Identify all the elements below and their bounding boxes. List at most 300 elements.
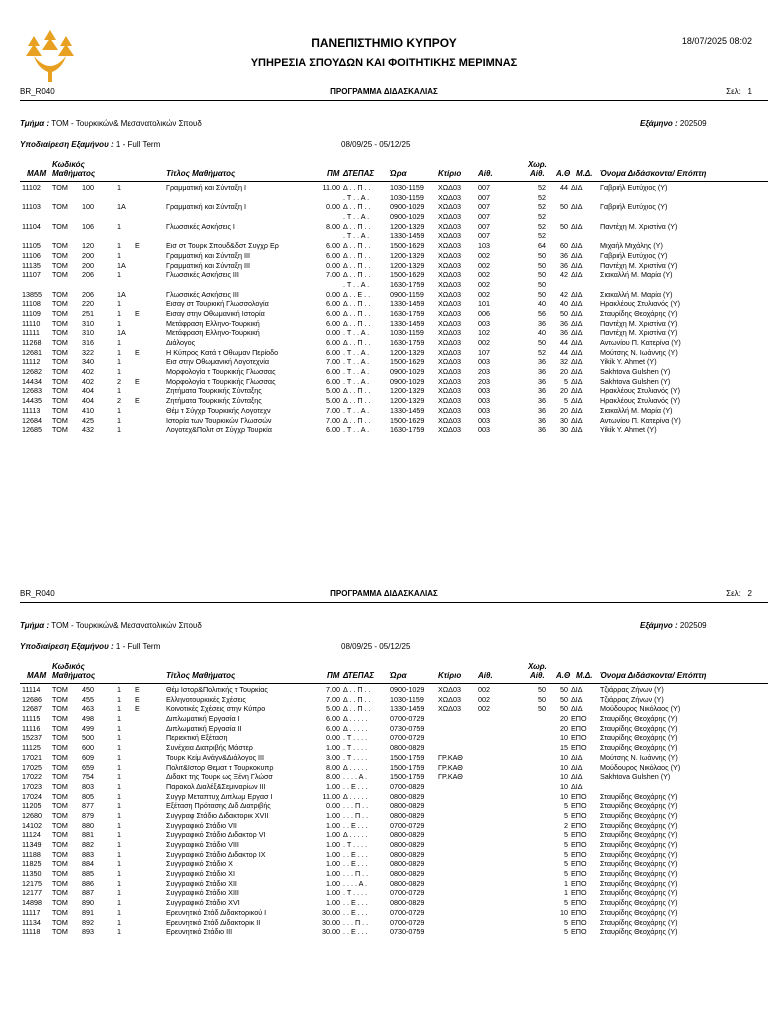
room-cell: 003 xyxy=(478,415,490,425)
ath-cell: 44 xyxy=(560,347,568,357)
table-row xyxy=(0,772,768,782)
instructor-cell: Σταυρίδης Θεοχάρης (Υ) xyxy=(600,849,678,859)
instructor-cell: Σταυρίδης Θεοχάρης (Υ) xyxy=(600,917,678,927)
section-cell: 1 xyxy=(117,849,121,859)
title-cell: Μετάφραση Ελληνο-Τουρκική xyxy=(166,328,260,338)
instructor-cell: Σταυρίδης Θεοχάρης (Υ) xyxy=(600,907,678,917)
days-cell: Δ . . . . . xyxy=(343,723,368,733)
building-cell: ΧΩΔ03 xyxy=(438,250,461,260)
table-row xyxy=(0,850,768,860)
title-cell: Εισαγ στ Τουρκική Γλωσσολογία xyxy=(166,299,269,309)
divider xyxy=(20,683,768,684)
time-cell: 0900-1029 xyxy=(390,367,425,377)
pm-cell: 6.00 xyxy=(326,338,340,347)
table-row xyxy=(0,425,768,435)
pm-cell: 0.00 xyxy=(326,260,340,270)
md-cell: ΕΠΟ xyxy=(571,810,587,820)
building-cell: ΧΩΔ03 xyxy=(438,308,461,318)
title-cell: Συγγρ Μεταπτυχ Διπλωμ Εργασ Ι xyxy=(166,791,273,801)
mam-cell: 12177 xyxy=(22,888,42,898)
md-cell: ΕΠΟ xyxy=(571,830,587,840)
pm-cell: 0.00 xyxy=(326,202,340,212)
instructor-cell: Σταυρίδης Θεοχάρης (Υ) xyxy=(600,927,678,937)
ath-cell: 10 xyxy=(560,752,568,762)
title-cell: Γλωσσικές Ασκήσεις ΙΙΙ xyxy=(166,270,239,280)
pm-cell: 1.00 xyxy=(326,781,340,791)
days-cell: . . . Π . . xyxy=(343,869,369,879)
table-row xyxy=(0,193,768,203)
section-cell: 1 xyxy=(117,801,121,811)
instructor-cell: Σταυρίδης Θεοχάρης (Υ) xyxy=(600,714,678,724)
table-row xyxy=(0,377,768,387)
dept-cell: ΤΟΜ xyxy=(52,791,68,801)
instructor-cell: Yikik Y. Ahmet (Υ) xyxy=(600,425,657,435)
section-cell: 1 xyxy=(117,927,121,937)
instructor-cell: Τζιάρρας Ζήνων (Υ) xyxy=(600,685,664,694)
table-row xyxy=(0,261,768,271)
instructor-cell: Sakhtova Gulshen (Υ) xyxy=(600,367,671,377)
time-cell: 0800-0829 xyxy=(390,840,425,849)
time-cell: 0800-0829 xyxy=(390,801,425,811)
mam-cell: 11106 xyxy=(22,250,41,260)
instructor-cell: Σταυρίδης Θεοχάρης (Υ) xyxy=(600,830,678,840)
course-no-cell: 877 xyxy=(82,801,94,811)
pm-cell: 6.00 xyxy=(326,376,340,386)
course-no-cell: 805 xyxy=(82,791,94,801)
title-cell: Μορφολογία τ Τουρκικής Γλωσσας xyxy=(166,367,276,377)
title-cell: Ζητήματα Τουρκικής Σύνταξης xyxy=(166,386,262,396)
building-cell: ΧΩΔ03 xyxy=(438,376,461,386)
pm-cell: 6.00 xyxy=(326,723,340,733)
md-cell: ΕΠΟ xyxy=(571,888,587,898)
md-cell: ΔΙΔ xyxy=(571,376,583,386)
dept-cell: ΤΟΜ xyxy=(52,840,68,849)
days-cell: Δ . . Π . . xyxy=(343,386,371,396)
mam-cell: 13855 xyxy=(22,289,42,299)
section-cell: 1 xyxy=(117,347,121,357)
report-code: BR_R040 xyxy=(20,589,55,598)
time-cell: 0700-0729 xyxy=(390,714,425,724)
section-cell: 1 xyxy=(117,183,121,192)
ath-cell: 5 xyxy=(564,840,568,849)
ath-cell: 30 xyxy=(560,425,568,435)
course-no-cell: 251 xyxy=(82,308,94,318)
course-no-cell: 425 xyxy=(82,415,94,425)
pm-cell: 5.00 xyxy=(326,386,340,396)
time-cell: 1630-1759 xyxy=(390,338,425,347)
time-cell: 1330-1459 xyxy=(390,299,425,309)
capacity-cell: 40 xyxy=(538,299,546,309)
table-row xyxy=(0,859,768,869)
time-cell: 1030-1159 xyxy=(390,328,424,338)
dept-cell: ΤΟΜ xyxy=(52,415,68,425)
table-row xyxy=(0,386,768,396)
building-cell: ΧΩΔ03 xyxy=(438,231,461,241)
table-row xyxy=(0,202,768,212)
building-cell: ΧΩΔ03 xyxy=(438,347,461,357)
ath-cell: 50 xyxy=(560,685,568,694)
pm-cell: 6.00 xyxy=(326,714,340,724)
instructor-cell: Γαβριήλ Ευτύχιος (Υ) xyxy=(600,183,668,192)
time-cell: 1500-1759 xyxy=(390,762,425,772)
table-row xyxy=(0,840,768,850)
days-cell: . . . Π . . xyxy=(343,801,369,811)
building-cell: ΧΩΔ03 xyxy=(438,202,461,212)
section-cell: 1 xyxy=(117,859,121,869)
mam-cell: 12684 xyxy=(22,415,42,425)
time-cell: 0800-0829 xyxy=(390,898,425,908)
days-cell: Δ . . Ε . . xyxy=(343,289,371,299)
instructor-cell: Σταυρίδης Θεοχάρης (Υ) xyxy=(600,743,678,753)
table-row xyxy=(0,183,768,193)
time-cell: 0900-1159 xyxy=(390,289,424,299)
course-no-cell: 892 xyxy=(82,917,94,927)
room-cell: 002 xyxy=(478,685,490,694)
ath-cell: 44 xyxy=(560,183,568,192)
md-cell: ΔΙΔ xyxy=(571,762,583,772)
title-cell: Γλωσσικές Ασκήσεις Ι xyxy=(166,221,235,231)
mam-cell: 11113 xyxy=(22,405,41,415)
building-cell: ΧΩΔ03 xyxy=(438,405,461,415)
title-cell: Γραμματική και Σύνταξη ΙΙΙ xyxy=(166,250,250,260)
pm-cell: 1.00 xyxy=(326,888,340,898)
title-cell: Συγγραφ Στάδιο Διδακτορικ XVII xyxy=(166,810,269,820)
instructor-cell: Ηρακλέους Στυλιανός (Υ) xyxy=(600,396,681,406)
dept-cell: ΤΟΜ xyxy=(52,927,68,937)
days-cell: Δ . . Π . . xyxy=(343,685,371,694)
pm-cell: 7.00 xyxy=(326,405,340,415)
section-cell: 1 xyxy=(117,685,121,694)
capacity-cell: 36 xyxy=(538,367,546,377)
capacity-cell: 50 xyxy=(538,270,546,280)
pm-cell: 1.00 xyxy=(326,810,340,820)
mam-cell: 11109 xyxy=(22,308,41,318)
pm-cell: 6.00 xyxy=(326,318,340,328)
pm-cell: 11.00 xyxy=(322,791,340,801)
title-cell: Γλωσσικές Ασκήσεις ΙΙΙ xyxy=(166,289,239,299)
table-row xyxy=(0,869,768,879)
capacity-cell: 52 xyxy=(538,192,546,202)
ath-cell: 20 xyxy=(560,367,568,377)
ath-cell: 10 xyxy=(560,791,568,801)
ath-cell: 50 xyxy=(560,221,568,231)
title-cell: Συγγραφικό Στάδιο Χ xyxy=(166,859,233,869)
mam-cell: 11117 xyxy=(22,907,41,917)
time-cell: 1630-1759 xyxy=(390,279,425,289)
instructor-cell: Μούδουρος Νικόλαος (Υ) xyxy=(600,762,681,772)
course-no-cell: 310 xyxy=(82,318,94,328)
ath-cell: 5 xyxy=(564,830,568,840)
mam-cell: 11205 xyxy=(22,801,42,811)
time-cell: 0700-0729 xyxy=(390,917,425,927)
pm-cell: 6.00 xyxy=(326,425,340,435)
md-cell: ΕΠΟ xyxy=(571,820,587,830)
building-cell: ΧΩΔ03 xyxy=(438,386,461,396)
table-row xyxy=(0,782,768,792)
section-cell: 1 xyxy=(117,714,121,724)
days-cell: . Τ . . Α . xyxy=(343,425,370,435)
days-cell: Δ . . Π . . xyxy=(343,415,371,425)
md-cell: ΔΙΔ xyxy=(571,241,583,251)
title-cell: Περιεκτική Εξέταση xyxy=(166,733,228,743)
section-cell: 1 xyxy=(117,772,121,782)
building-cell: ΓΡ.ΚΑΘ xyxy=(438,762,463,772)
instructor-cell: Παντέχη Μ. Χριστίνα (Υ) xyxy=(600,328,678,338)
mam-cell: 11114 xyxy=(22,685,41,694)
instructor-cell: Σιακαλλή Μ. Μαρία (Υ) xyxy=(600,289,673,299)
pm-cell: 7.00 xyxy=(326,685,340,694)
capacity-cell: 50 xyxy=(538,694,546,704)
days-cell: . Τ . . Α . xyxy=(343,376,370,386)
instructor-cell: Παντέχη Μ. Χριστίνα (Υ) xyxy=(600,318,678,328)
pm-cell: 7.00 xyxy=(326,415,340,425)
title-cell: Συγγραφικό Στάδιο XI xyxy=(166,869,235,879)
time-cell: 0800-0829 xyxy=(390,743,425,753)
section-cell: 1 xyxy=(117,299,121,309)
room-cell: 007 xyxy=(478,221,490,231)
time-cell: 1630-1759 xyxy=(390,308,425,318)
table-row xyxy=(0,763,768,773)
time-cell: 1030-1159 xyxy=(390,183,424,192)
pm-cell: 8.00 xyxy=(326,221,340,231)
building-cell: ΧΩΔ03 xyxy=(438,704,461,714)
title-cell: Ελληνοτουρκικές Σχέσεις xyxy=(166,694,246,704)
elective-cell: Ε xyxy=(135,347,140,357)
table-row xyxy=(0,811,768,821)
section-cell: 1Α xyxy=(117,289,126,299)
dept-cell: ΤΟΜ xyxy=(52,810,68,820)
section-cell: 1 xyxy=(117,250,121,260)
md-cell: ΔΙΔ xyxy=(571,202,583,212)
mam-cell: 17024 xyxy=(22,791,42,801)
dept-cell: ΤΟΜ xyxy=(52,386,68,396)
days-cell: . Τ . . . . xyxy=(343,743,368,753)
instructor-cell: Γαβριήλ Ευτύχιος (Υ) xyxy=(600,202,668,212)
title-cell: Ιστορία των Τουρκικών Γλωσσών xyxy=(166,415,272,425)
elective-cell: Ε xyxy=(135,308,140,318)
dept-cell: ΤΟΜ xyxy=(52,820,68,830)
title-cell: Μετάφραση Ελληνο-Τουρκική xyxy=(166,318,260,328)
ath-cell: 36 xyxy=(560,250,568,260)
building-cell: ΧΩΔ03 xyxy=(438,685,461,694)
md-cell: ΕΠΟ xyxy=(571,791,587,801)
days-cell: . Τ . . Α . xyxy=(343,328,370,338)
days-cell: . Τ . . . . xyxy=(343,733,368,743)
md-cell: ΔΙΔ xyxy=(571,425,583,435)
mam-cell: 17021 xyxy=(22,752,42,762)
report-timestamp: 18/07/2025 08:02 xyxy=(681,36,752,46)
section-cell: 1 xyxy=(117,752,121,762)
ath-cell: 40 xyxy=(560,299,568,309)
subdivision: Υποδιαίρεση Εξαμήνου : 1 - Full Term xyxy=(20,140,161,149)
pm-cell: 11.00 xyxy=(322,183,340,192)
instructor-cell: Γαβριήλ Ευτύχιος (Υ) xyxy=(600,250,668,260)
table-row xyxy=(0,733,768,743)
title-cell: Συγγραφικό Στάδιο Διδακτορ VI xyxy=(166,830,266,840)
time-cell: 0900-1029 xyxy=(390,685,425,694)
dept-cell: ΤΟΜ xyxy=(52,357,68,367)
building-cell: ΧΩΔ03 xyxy=(438,212,461,222)
divider xyxy=(20,181,768,182)
course-no-cell: 432 xyxy=(82,425,94,435)
capacity-cell: 52 xyxy=(538,202,546,212)
table-row xyxy=(0,212,768,222)
time-cell: 0800-0829 xyxy=(390,791,425,801)
dept-cell: ΤΟΜ xyxy=(52,752,68,762)
course-no-cell: 882 xyxy=(82,840,94,849)
days-cell: . . . Π . . xyxy=(343,810,369,820)
elective-cell: Ε xyxy=(135,694,140,704)
instructor-cell: Sakhtova Gulshen (Υ) xyxy=(600,772,671,782)
table-row xyxy=(0,695,768,705)
capacity-cell: 50 xyxy=(538,260,546,270)
capacity-cell: 36 xyxy=(538,386,546,396)
table-row xyxy=(0,396,768,406)
room-cell: 003 xyxy=(478,425,490,435)
ath-cell: 5 xyxy=(564,801,568,811)
title-cell: Ερευνητικό Στάδ Διδακτορικού Ι xyxy=(166,907,267,917)
capacity-cell: 36 xyxy=(538,357,546,367)
time-cell: 1330-1459 xyxy=(390,318,425,328)
days-cell: . . Ε . . . xyxy=(343,849,368,859)
course-no-cell: 106 xyxy=(82,221,94,231)
instructor-cell: Μούδουρος Νικόλαος (Υ) xyxy=(600,704,681,714)
md-cell: ΕΠΟ xyxy=(571,859,587,869)
room-cell: 003 xyxy=(478,318,490,328)
course-no-cell: 450 xyxy=(82,685,94,694)
building-cell: ΓΡ.ΚΑΘ xyxy=(438,772,463,782)
section-cell: 1 xyxy=(117,907,121,917)
instructor-cell: Αντωνίου Π. Κατερίνα (Υ) xyxy=(600,338,681,347)
table-row xyxy=(0,328,768,338)
title-cell: Εισ στην Οθωμανική Λογοτεχνία xyxy=(166,357,270,367)
days-cell: Δ . . Π . . xyxy=(343,318,371,328)
course-no-cell: 220 xyxy=(82,299,94,309)
dept-cell: ΤΟΜ xyxy=(52,733,68,743)
instructor-cell: Μούτσης Ν. Ιωάννης (Υ) xyxy=(600,752,678,762)
time-cell: 1500-1629 xyxy=(390,415,425,425)
page-number: Σελ: 2 xyxy=(726,589,752,598)
section-cell: 1 xyxy=(117,840,121,849)
mam-cell: 11116 xyxy=(22,723,41,733)
room-cell: 007 xyxy=(478,183,490,192)
course-no-cell: 410 xyxy=(82,405,94,415)
university-name: ΠΑΝΕΠΙΣΤΗΜΙΟ ΚΥΠΡΟΥ xyxy=(311,36,457,50)
days-cell: . . Ε . . . xyxy=(343,859,368,869)
ath-cell: 5 xyxy=(564,898,568,908)
ath-cell: 50 xyxy=(560,704,568,714)
title-cell: Συνέχεια Διατριβής Μάστερ xyxy=(166,743,253,753)
days-cell: . Τ . . . . xyxy=(343,840,368,849)
time-cell: 1200-1329 xyxy=(390,260,425,270)
report-title: ΠΡΟΓΡΑΜΜΑ ΔΙΔΑΣΚΑΛΙΑΣ xyxy=(330,87,438,96)
capacity-cell: 56 xyxy=(538,308,546,318)
course-no-cell: 206 xyxy=(82,270,94,280)
capacity-cell: 36 xyxy=(538,425,546,435)
time-cell: 0800-0829 xyxy=(390,878,425,888)
pm-cell: 0.00 xyxy=(326,801,340,811)
subdivision: Υποδιαίρεση Εξαμήνου : 1 - Full Term xyxy=(20,642,161,651)
building-cell: ΧΩΔ03 xyxy=(438,192,461,202)
table-row xyxy=(0,406,768,416)
title-cell: Γραμματική και Σύνταξη ΙΙΙ xyxy=(166,260,250,270)
mam-cell: 14434 xyxy=(22,376,42,386)
title-cell: Παρακολ Διαλέξ&Σεμιναρίων ΙΙΙ xyxy=(166,781,266,791)
course-no-cell: 609 xyxy=(82,752,94,762)
dept-cell: ΤΟΜ xyxy=(52,685,68,694)
room-cell: 007 xyxy=(478,192,490,202)
mam-cell: 14102 xyxy=(22,820,42,830)
instructor-cell: Σταυρίδης Θεοχάρης (Υ) xyxy=(600,859,678,869)
elective-cell: Ε xyxy=(135,396,140,406)
ath-cell: 5 xyxy=(564,859,568,869)
md-cell: ΔΙΔ xyxy=(571,752,583,762)
section-cell: 1 xyxy=(117,781,121,791)
course-no-cell: 310 xyxy=(82,328,94,338)
dept-cell: ΤΟΜ xyxy=(52,878,68,888)
course-no-cell: 463 xyxy=(82,704,94,714)
elective-cell: Ε xyxy=(135,241,140,251)
days-cell: Δ . . Π . . xyxy=(343,183,371,192)
pm-cell: 1.00 xyxy=(326,898,340,908)
dept-cell: ΤΟΜ xyxy=(52,328,68,338)
table-row xyxy=(0,908,768,918)
md-cell: ΕΠΟ xyxy=(571,723,587,733)
pm-cell: 7.00 xyxy=(326,357,340,367)
instructor-cell: Ηρακλέους Στυλιανός (Υ) xyxy=(600,386,681,396)
md-cell: ΕΠΟ xyxy=(571,714,587,724)
room-cell: 003 xyxy=(478,386,490,396)
course-no-cell: 402 xyxy=(82,376,94,386)
days-cell: Δ . . Π . . xyxy=(343,704,371,714)
days-cell: . Τ . . Α . xyxy=(343,367,370,377)
ath-cell: 5 xyxy=(564,396,568,406)
dept-cell: ΤΟΜ xyxy=(52,250,68,260)
days-cell: . . . Π . . xyxy=(343,917,369,927)
section-cell: 2 xyxy=(117,396,121,406)
room-cell: 003 xyxy=(478,405,490,415)
days-cell: . . . . Α . xyxy=(343,772,367,782)
md-cell: ΔΙΔ xyxy=(571,260,583,270)
pm-cell: 1.00 xyxy=(326,830,340,840)
section-cell: 1 xyxy=(117,386,121,396)
dept-cell: ΤΟΜ xyxy=(52,781,68,791)
ath-cell: 20 xyxy=(560,723,568,733)
instructor-cell: Παντέχη Μ. Χριστίνα (Υ) xyxy=(600,221,678,231)
building-cell: ΓΡ.ΚΑΘ xyxy=(438,752,463,762)
ath-cell: 50 xyxy=(560,308,568,318)
dept-cell: ΤΟΜ xyxy=(52,714,68,724)
table-row xyxy=(0,918,768,928)
room-cell: 002 xyxy=(478,694,490,704)
divider xyxy=(20,100,768,101)
pm-cell: 5.00 xyxy=(326,704,340,714)
building-cell: ΧΩΔ03 xyxy=(438,425,461,435)
mam-cell: 11350 xyxy=(22,869,42,879)
room-cell: 007 xyxy=(478,212,490,222)
course-no-cell: 498 xyxy=(82,714,94,724)
md-cell: ΕΠΟ xyxy=(571,927,587,937)
time-cell: 0800-0829 xyxy=(390,810,425,820)
pm-cell: 0.00 xyxy=(326,289,340,299)
section-cell: 1 xyxy=(117,367,121,377)
building-cell: ΧΩΔ03 xyxy=(438,289,461,299)
title-cell: Πολιτ&Ιστορ Θεματ τ Τουρκοκυπρ xyxy=(166,762,274,772)
course-no-cell: 881 xyxy=(82,830,94,840)
title-cell: Λογοτεχ&Πολιτ στ Σύγχρ Τουρκία xyxy=(166,425,272,435)
course-no-cell: 340 xyxy=(82,357,94,367)
days-cell: Δ . . . . . xyxy=(343,830,368,840)
